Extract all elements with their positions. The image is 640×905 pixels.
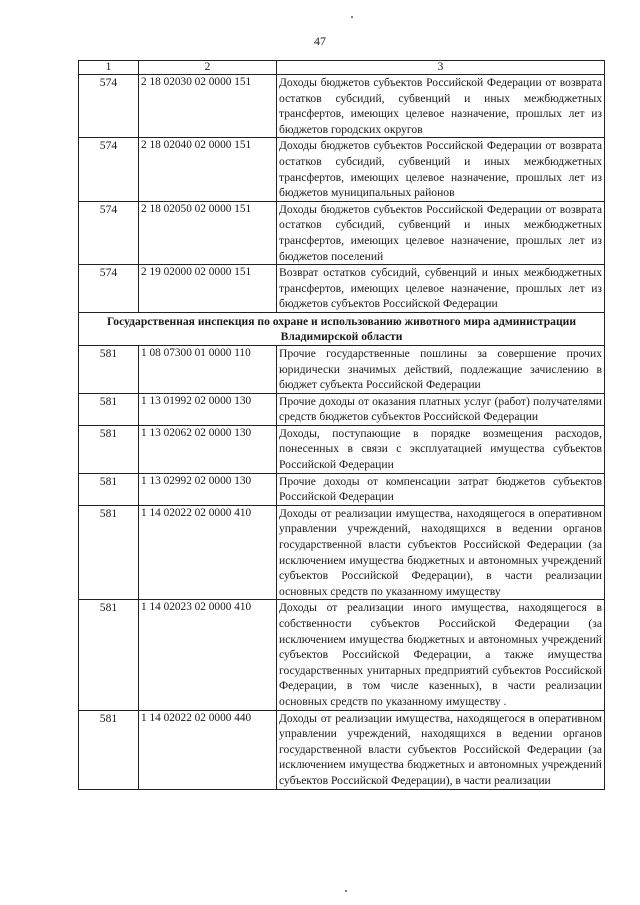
admin-code-cell: 581: [79, 425, 139, 473]
admin-code-cell: 574: [79, 265, 139, 313]
page-number: 47: [314, 34, 326, 48]
scan-speck: [345, 890, 347, 892]
description-cell: Доходы, поступающие в порядке возмещения расходов, понесенных в связи с эксплуатацией имущества субъектов Российской Федерации: [277, 425, 605, 473]
table-row: [79, 75, 605, 138]
budget-code-cell: 1 13 02062 02 0000 130: [139, 425, 277, 473]
table-header-row: [79, 61, 605, 75]
budget-code-cell: 1 14 02022 02 0000 410: [139, 505, 277, 600]
scan-speck: [351, 16, 353, 18]
table-row: [79, 345, 605, 393]
admin-code-cell: 574: [79, 201, 139, 264]
table-row: [79, 505, 605, 600]
section-title: Государственная инспекция по охране и использованию животного мира администрации Владимирской области: [79, 312, 605, 345]
description-cell: Прочие государственные пошлины за совершение прочих юридически значимых действий, подлежащие зачислению в бюджет субъекта Российской Федерации: [277, 345, 605, 393]
table-row: [79, 600, 605, 710]
description-cell: Доходы от реализации имущества, находящегося в оперативном управлении учреждений, находящихся в ведении органов государственной власти субъектов Российской Федерации (за исключением имущества бюджетных и автономных учреждений субъектов Российской Федерации), в части реализации основных средств по указанному имуществу: [277, 505, 605, 600]
table-body: [79, 61, 605, 790]
admin-code-cell: 581: [79, 600, 139, 710]
budget-code-cell: 1 13 02992 02 0000 130: [139, 473, 277, 505]
budget-code-cell: 1 13 01992 02 0000 130: [139, 393, 277, 425]
description-cell: Доходы от реализации имущества, находящегося в оперативном управлении учреждений, находящихся в ведении органов государственной власти субъектов Российской Федерации (за исключением имущества бюджетных и автономных учреждений субъектов Российской Федерации), в части реализации: [277, 710, 605, 789]
table-row: [79, 710, 605, 789]
budget-code-cell: 2 18 02050 02 0000 151: [139, 201, 277, 264]
table-row: [79, 265, 605, 313]
header-col-2: 2: [139, 61, 277, 75]
description-cell: Доходы бюджетов субъектов Российской Федерации от возврата остатков субсидий, субвенций и иных межбюджетных трансфертов, имеющих целевое назначение, прошлых лет из бюджетов городских округов: [277, 75, 605, 138]
admin-code-cell: 574: [79, 138, 139, 201]
admin-code-cell: 581: [79, 505, 139, 600]
admin-code-cell: 581: [79, 710, 139, 789]
admin-code-cell: 574: [79, 75, 139, 138]
budget-code-cell: 1 14 02022 02 0000 440: [139, 710, 277, 789]
budget-code-cell: 2 18 02030 02 0000 151: [139, 75, 277, 138]
budget-code-cell: 1 08 07300 01 0000 110: [139, 345, 277, 393]
description-cell: Прочие доходы от компенсации затрат бюджетов субъектов Российской Федерации: [277, 473, 605, 505]
table-row: [79, 473, 605, 505]
revenue-codes-table: [78, 60, 605, 790]
header-col-3: 3: [277, 61, 605, 75]
budget-code-cell: 1 14 02023 02 0000 410: [139, 600, 277, 710]
table-row: [79, 201, 605, 264]
admin-code-cell: 581: [79, 473, 139, 505]
admin-code-cell: 581: [79, 345, 139, 393]
section-heading-row: [79, 312, 605, 345]
budget-code-cell: 2 19 02000 02 0000 151: [139, 265, 277, 313]
table-row: [79, 138, 605, 201]
budget-code-cell: 2 18 02040 02 0000 151: [139, 138, 277, 201]
admin-code-cell: 581: [79, 393, 139, 425]
description-cell: Доходы бюджетов субъектов Российской Федерации от возврата остатков субсидий, субвенций и иных межбюджетных трансфертов, имеющих целевое назначение, прошлых лет из бюджетов муниципальных районов: [277, 138, 605, 201]
description-cell: Возврат остатков субсидий, субвенций и иных межбюджетных трансфертов, имеющих целевое назначение, прошлых лет из бюджетов субъектов Российской Федерации: [277, 265, 605, 313]
description-cell: Прочие доходы от оказания платных услуг (работ) получателями средств бюджетов субъектов Российской Федерации: [277, 393, 605, 425]
description-cell: Доходы бюджетов субъектов Российской Федерации от возврата остатков субсидий, субвенций и иных межбюджетных трансфертов, имеющих целевое назначение, прошлых лет из бюджетов поселений: [277, 201, 605, 264]
description-cell: Доходы от реализации иного имущества, находящегося в собственности субъектов Российской Федерации (за исключением имущества бюджетных и автономных учреждений субъектов Российской Федерации, а также имущества государственных унитарных предприятий субъектов Российской Федерации, в том числе казенных), в части реализации основных средств по указанному имуществу .: [277, 600, 605, 710]
table-row: [79, 425, 605, 473]
table-row: [79, 393, 605, 425]
header-col-1: 1: [79, 61, 139, 75]
